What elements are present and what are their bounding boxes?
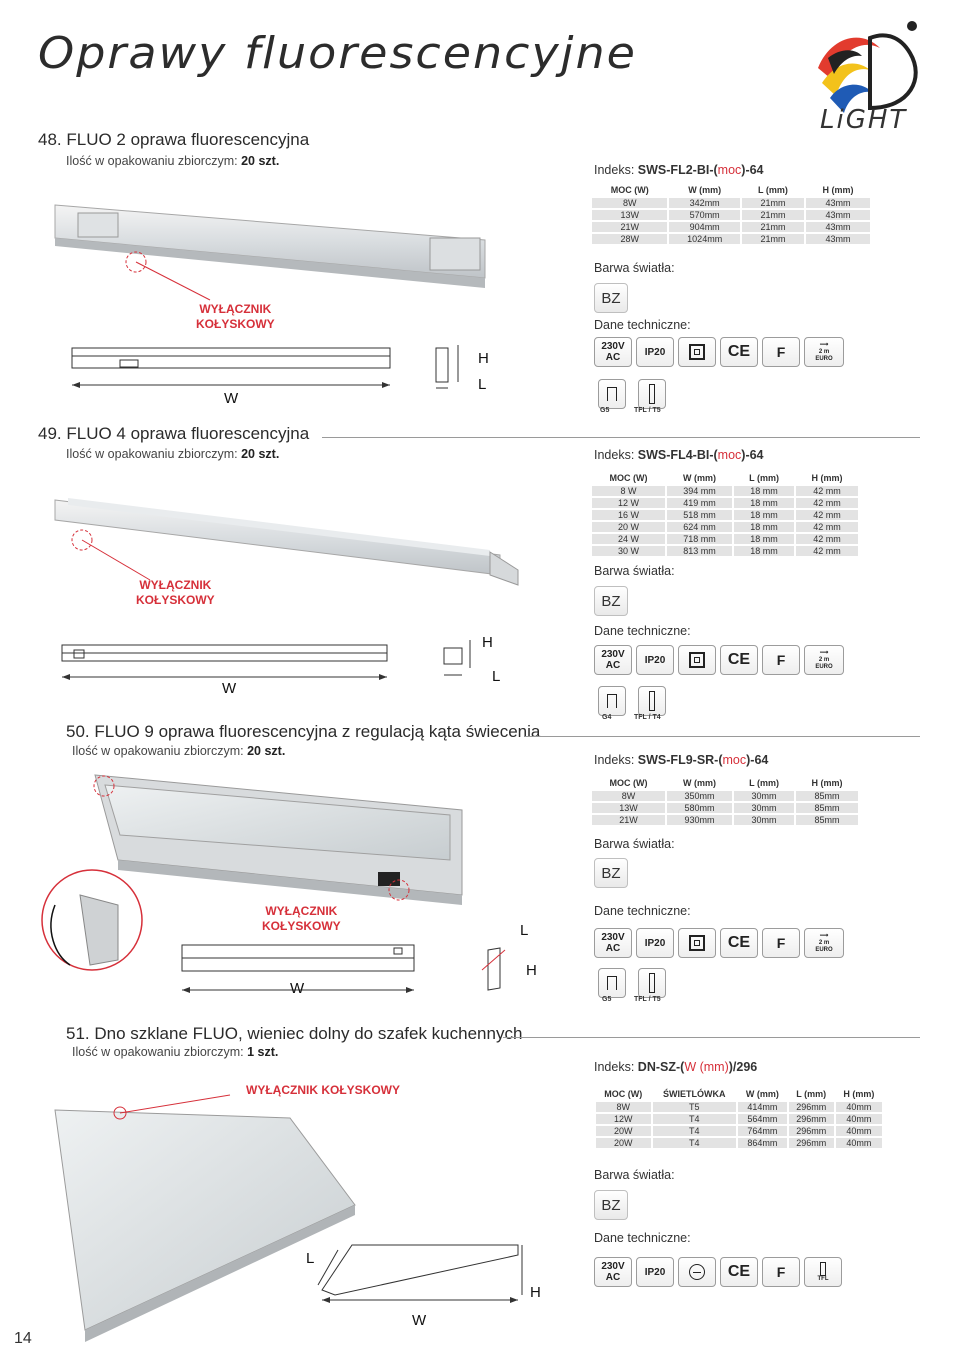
product-48-light-color-label: Barwa światła: bbox=[594, 261, 675, 275]
product-50-dim-h: H bbox=[526, 962, 537, 979]
product-50-title: 50. FLUO 9 oprawa fluorescencyjna z regulacją kąta świecenia bbox=[66, 722, 541, 741]
fluo4-dimension-drawing bbox=[62, 640, 470, 680]
product-48-dim-l: L bbox=[478, 376, 487, 393]
page-number: 14 bbox=[14, 1330, 32, 1347]
product-48-title: 48. FLUO 2 oprawa fluorescencyjna bbox=[38, 130, 310, 149]
product-48-index: Indeks: SWS-FL2-BI-(moc)-64 bbox=[594, 163, 764, 177]
ground-icon bbox=[678, 1257, 716, 1287]
product-50-index: Indeks: SWS-FL9-SR-(moc)-64 bbox=[594, 753, 769, 767]
class-ii-icon bbox=[678, 928, 716, 958]
page-title: Oprawy fluorescencyjne bbox=[38, 27, 637, 79]
f-mark-icon: F bbox=[762, 928, 800, 958]
voltage-icon: 230V AC bbox=[594, 928, 632, 958]
table-row: 16 W 518 mm 18 mm 42 mm bbox=[592, 510, 858, 520]
table-row: 8W T5 414mm 296mm 40mm bbox=[596, 1102, 882, 1112]
fluo9-photo bbox=[42, 775, 462, 970]
product-50-color-badge: BZ bbox=[594, 858, 628, 888]
table-row: 24 W 718 mm 18 mm 42 mm bbox=[592, 534, 858, 544]
product-49-spec-table: MOC (W) W (mm) L (mm) H (mm) 8 W 394 mm 18 mm 42 mm 12 W 419 mm 18 mm 42 mm 16 W 518 mm 18 mm 42 mm 20 W 624 mm 18 mm 42 mm 24 W 718 mm 18 mm 42 mm 30 W 813 mm 18 mm 42 mm bbox=[590, 470, 860, 558]
tube-icon bbox=[638, 379, 666, 409]
product-51-dim-w: W bbox=[412, 1312, 427, 1329]
product-51-switch-label: WYŁĄCZNIK KOŁYSKOWY bbox=[246, 1083, 400, 1097]
glass-bottom-dimension-drawing bbox=[318, 1245, 522, 1303]
ce-icon: CE bbox=[720, 1257, 758, 1287]
glass-bottom-photo bbox=[55, 1095, 355, 1342]
cable-plug-icon: ⟿ 2 m EURO bbox=[804, 337, 844, 367]
table-row: 20W T4 764mm 296mm 40mm bbox=[596, 1126, 882, 1136]
product-51-title: 51. Dno szklane FLUO, wieniec dolny do szafek kuchennych bbox=[66, 1024, 523, 1043]
table-row: 13W 580mm 30mm 85mm bbox=[592, 803, 858, 813]
tfl-tube-icon: TFL bbox=[804, 1257, 842, 1287]
product-49-tech-label: Dane techniczne: bbox=[594, 624, 691, 638]
product-48-switch-label: WYŁĄCZNIK KOŁYSKOWY bbox=[196, 302, 275, 331]
fluo4-photo bbox=[55, 498, 518, 585]
product-50-spec-table: MOC (W) W (mm) L (mm) H (mm) 8W 350mm 30mm 85mm 13W 580mm 30mm 85mm 21W 930mm 30mm 85mm bbox=[590, 775, 860, 827]
f-mark-icon: F bbox=[762, 645, 800, 675]
product-48-spec-table: MOC (W) W (mm) L (mm) H (mm) 8W 342mm 21mm 43mm 13W 570mm 21mm 43mm 21W 904mm 21mm 43mm 28W 1024mm 21mm 43mm bbox=[590, 182, 872, 246]
table-row: 12 W 419 mm 18 mm 42 mm bbox=[592, 498, 858, 508]
table-row: 8W 342mm 21mm 43mm bbox=[592, 198, 870, 208]
cable-plug-icon: ⟿ 2 m EURO bbox=[804, 645, 844, 675]
product-49-color-badge: BZ bbox=[594, 586, 628, 616]
table-row: 30 W 813 mm 18 mm 42 mm bbox=[592, 546, 858, 556]
table-row: 21W 930mm 30mm 85mm bbox=[592, 815, 858, 825]
class-ii-icon bbox=[678, 645, 716, 675]
socket-caption: G5 bbox=[600, 407, 610, 414]
product-51-light-color-label: Barwa światła: bbox=[594, 1168, 675, 1182]
product-49-title: 49. FLUO 4 oprawa fluorescencyjna bbox=[38, 424, 310, 443]
ip-rating-icon: IP20 bbox=[636, 645, 674, 675]
voltage-icon: 230V AC bbox=[594, 337, 632, 367]
product-48-tech-label: Dane techniczne: bbox=[594, 318, 691, 332]
tube-caption: TFL / T5 bbox=[634, 996, 661, 1003]
product-49-dim-w: W bbox=[222, 680, 237, 697]
product-51-dim-h: H bbox=[530, 1284, 541, 1301]
product-49-dim-l: L bbox=[492, 668, 501, 685]
socket-caption: G5 bbox=[602, 996, 612, 1003]
socket-icon bbox=[598, 379, 626, 409]
table-row: 12W T4 564mm 296mm 40mm bbox=[596, 1114, 882, 1124]
f-mark-icon: F bbox=[762, 1257, 800, 1287]
table-row: 20 W 624 mm 18 mm 42 mm bbox=[592, 522, 858, 532]
ip-rating-icon: IP20 bbox=[636, 337, 674, 367]
table-row: 28W 1024mm 21mm 43mm bbox=[592, 234, 870, 244]
tube-icon bbox=[638, 686, 666, 716]
table-row: 21W 904mm 21mm 43mm bbox=[592, 222, 870, 232]
tube-icon bbox=[638, 968, 666, 998]
f-mark-icon: F bbox=[762, 337, 800, 367]
product-49-rule bbox=[322, 437, 920, 438]
product-49-light-color-label: Barwa światła: bbox=[594, 564, 675, 578]
product-48-dim-h: H bbox=[478, 350, 489, 367]
ip-rating-icon: IP20 bbox=[636, 928, 674, 958]
product-49-pack: Ilość w opakowaniu zbiorczym: 20 szt. bbox=[66, 447, 280, 461]
voltage-icon: 230V AC bbox=[594, 645, 632, 675]
product-50-pack: Ilość w opakowaniu zbiorczym: 20 szt. bbox=[72, 744, 286, 758]
tube-caption: TFL / T5 bbox=[634, 407, 661, 414]
product-50-rule bbox=[525, 736, 920, 737]
socket-caption: G4 bbox=[602, 714, 612, 721]
product-48-color-badge: BZ bbox=[594, 283, 628, 313]
socket-icon bbox=[598, 686, 626, 716]
logo-text: LiGHT bbox=[820, 105, 908, 135]
product-49-switch-label: WYŁĄCZNIK KOŁYSKOWY bbox=[136, 578, 215, 607]
cable-plug-icon: ⟿ 2 m EURO bbox=[804, 928, 844, 958]
ip-rating-icon: IP20 bbox=[636, 1257, 674, 1287]
product-51-color-badge: BZ bbox=[594, 1190, 628, 1220]
product-51-spec-table: MOC (W) ŚWIETLÓWKA W (mm) L (mm) H (mm) 8W T5 414mm 296mm 40mm 12W T4 564mm 296mm 40mm 20W T4 764mm 296mm 40mm 20W T4 864mm 296mm 40mm bbox=[594, 1086, 884, 1150]
product-49-dim-h: H bbox=[482, 634, 493, 651]
voltage-icon: 230V AC bbox=[594, 1257, 632, 1287]
table-row: 8 W 394 mm 18 mm 42 mm bbox=[592, 486, 858, 496]
product-48-dim-w: W bbox=[224, 390, 239, 407]
product-51-pack: Ilość w opakowaniu zbiorczym: 1 szt. bbox=[72, 1045, 279, 1059]
fluo9-dimension-drawing bbox=[182, 945, 505, 993]
fluo2-photo bbox=[55, 205, 485, 300]
class-ii-icon bbox=[678, 337, 716, 367]
table-row: 20W T4 864mm 296mm 40mm bbox=[596, 1138, 882, 1148]
product-49-index: Indeks: SWS-FL4-BI-(moc)-64 bbox=[594, 448, 764, 462]
product-50-light-color-label: Barwa światła: bbox=[594, 837, 675, 851]
product-48-pack: Ilość w opakowaniu zbiorczym: 20 szt. bbox=[66, 154, 280, 168]
product-50-switch-label: WYŁĄCZNIK KOŁYSKOWY bbox=[262, 904, 341, 933]
product-51-dim-l: L bbox=[306, 1250, 315, 1267]
product-51-tech-label: Dane techniczne: bbox=[594, 1231, 691, 1245]
product-50-dim-w: W bbox=[290, 980, 305, 997]
ce-icon: CE bbox=[720, 337, 758, 367]
product-51-index: Indeks: DN-SZ-(W (mm))/296 bbox=[594, 1060, 758, 1074]
fluo2-dimension-drawing bbox=[72, 345, 458, 388]
table-row: 8W 350mm 30mm 85mm bbox=[592, 791, 858, 801]
ce-icon: CE bbox=[720, 645, 758, 675]
socket-icon bbox=[598, 968, 626, 998]
product-50-tech-label: Dane techniczne: bbox=[594, 904, 691, 918]
tube-caption: TFL / T4 bbox=[634, 714, 661, 721]
product-50-dim-l: L bbox=[520, 922, 529, 939]
ce-icon: CE bbox=[720, 928, 758, 958]
product-51-rule bbox=[503, 1037, 920, 1038]
table-row: 13W 570mm 21mm 43mm bbox=[592, 210, 870, 220]
